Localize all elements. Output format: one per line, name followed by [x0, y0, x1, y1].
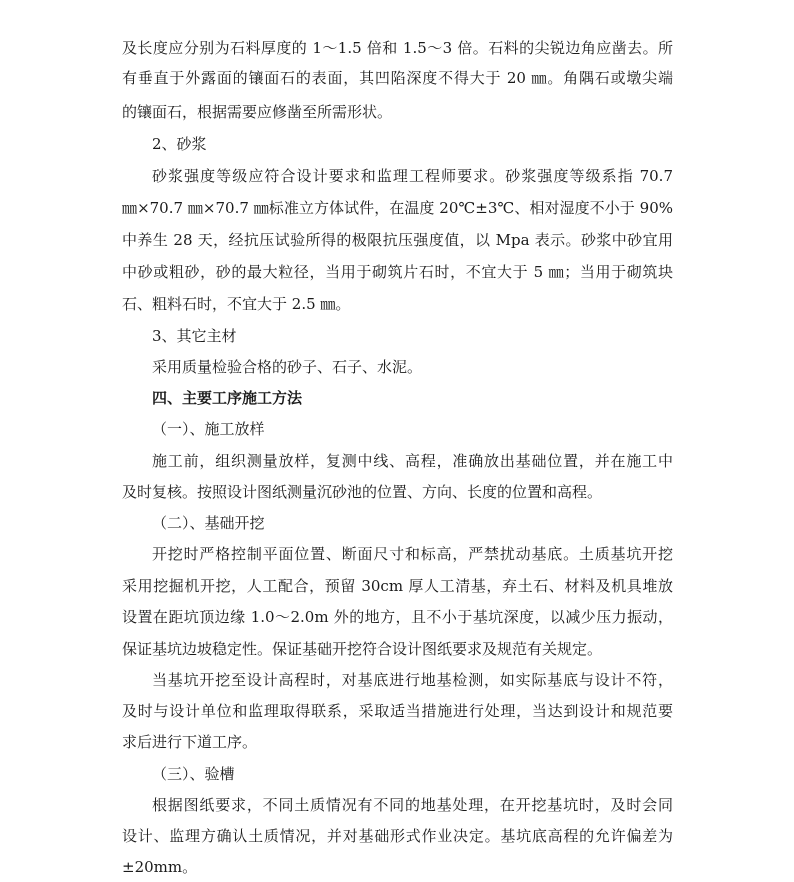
text-line: 保证基坑边坡稳定性。保证基础开挖符合设计图纸要求及规范有关规定。 — [122, 640, 603, 658]
text-line: 当基坑开挖至设计高程时，对基底进行地基检测，如实际基底与设计不符， — [152, 671, 673, 689]
text-line: ±20mm。 — [122, 858, 198, 876]
text-line: 有垂直于外露面的镶面石的表面，其凹陷深度不得大于 20 ㎜。角隅石或墩尖端 — [122, 69, 673, 87]
chapter-heading: 四、主要工序施工方法 — [152, 389, 303, 407]
section-heading: 3、其它主材 — [152, 327, 237, 345]
text-line: 中养生 28 天，经抗压试验所得的极限抗压强度值，以 Mpa 表示。砂浆中砂宜用 — [122, 231, 673, 249]
section-heading: 2、砂浆 — [152, 135, 207, 153]
text-line: 石、粗料石时，不宜大于 2.5 ㎜。 — [122, 295, 351, 313]
text-line: 及时与设计单位和监理取得联系，采取适当措施进行处理，当达到设计和规范要 — [122, 702, 673, 720]
text-line: 施工前，组织测量放样，复测中线、高程，准确放出基础位置，并在施工中 — [152, 452, 673, 470]
text-line: 求后进行下道工序。 — [122, 733, 258, 751]
text-line: ㎜×70.7 ㎜×70.7 ㎜标准立方体试件，在温度 20℃±3℃、相对湿度不小于 90% — [122, 199, 673, 217]
subsection-heading: （一）、施工放样 — [152, 420, 265, 438]
text-line: 根据图纸要求，不同土质情况有不同的地基处理，在开挖基坑时，及时会同 — [152, 796, 673, 814]
text-line: 及长度应分别为石料厚度的 1～1.5 倍和 1.5～3 倍。石料的尖锐边角应凿去。所 — [122, 39, 673, 57]
subsection-heading: （二）、基础开挖 — [152, 514, 265, 532]
subsection-heading: （三）、验槽 — [152, 765, 235, 783]
text-line: 中砂或粗砂，砂的最大粒径，当用于砌筑片石时，不宜大于 5 ㎜；当用于砌筑块 — [122, 263, 673, 281]
text-line: 开挖时严格控制平面位置、断面尺寸和标高，严禁扰动基底。土质基坑开挖 — [152, 545, 673, 563]
text-line: 砂浆强度等级应符合设计要求和监理工程师要求。砂浆强度等级系指 70.7 — [152, 167, 673, 185]
text-line: 采用挖掘机开挖，人工配合，预留 30cm 厚人工清基，弃土石、材料及机具堆放 — [122, 577, 673, 595]
text-line: 设计、监理方确认土质情况，并对基础形式作业决定。基坑底高程的允许偏差为 — [122, 827, 673, 845]
text-line: 的镶面石，根据需要应修凿至所需形状。 — [122, 103, 393, 121]
text-line: 及时复核。按照设计图纸测量沉砂池的位置、方向、长度的位置和高程。 — [122, 483, 603, 501]
text-line: 采用质量检验合格的砂子、石子、水泥。 — [152, 358, 423, 376]
text-line: 设置在距坑顶边缘 1.0～2.0m 外的地方，且不小于基坑深度，以减少压力振动， — [122, 608, 673, 626]
